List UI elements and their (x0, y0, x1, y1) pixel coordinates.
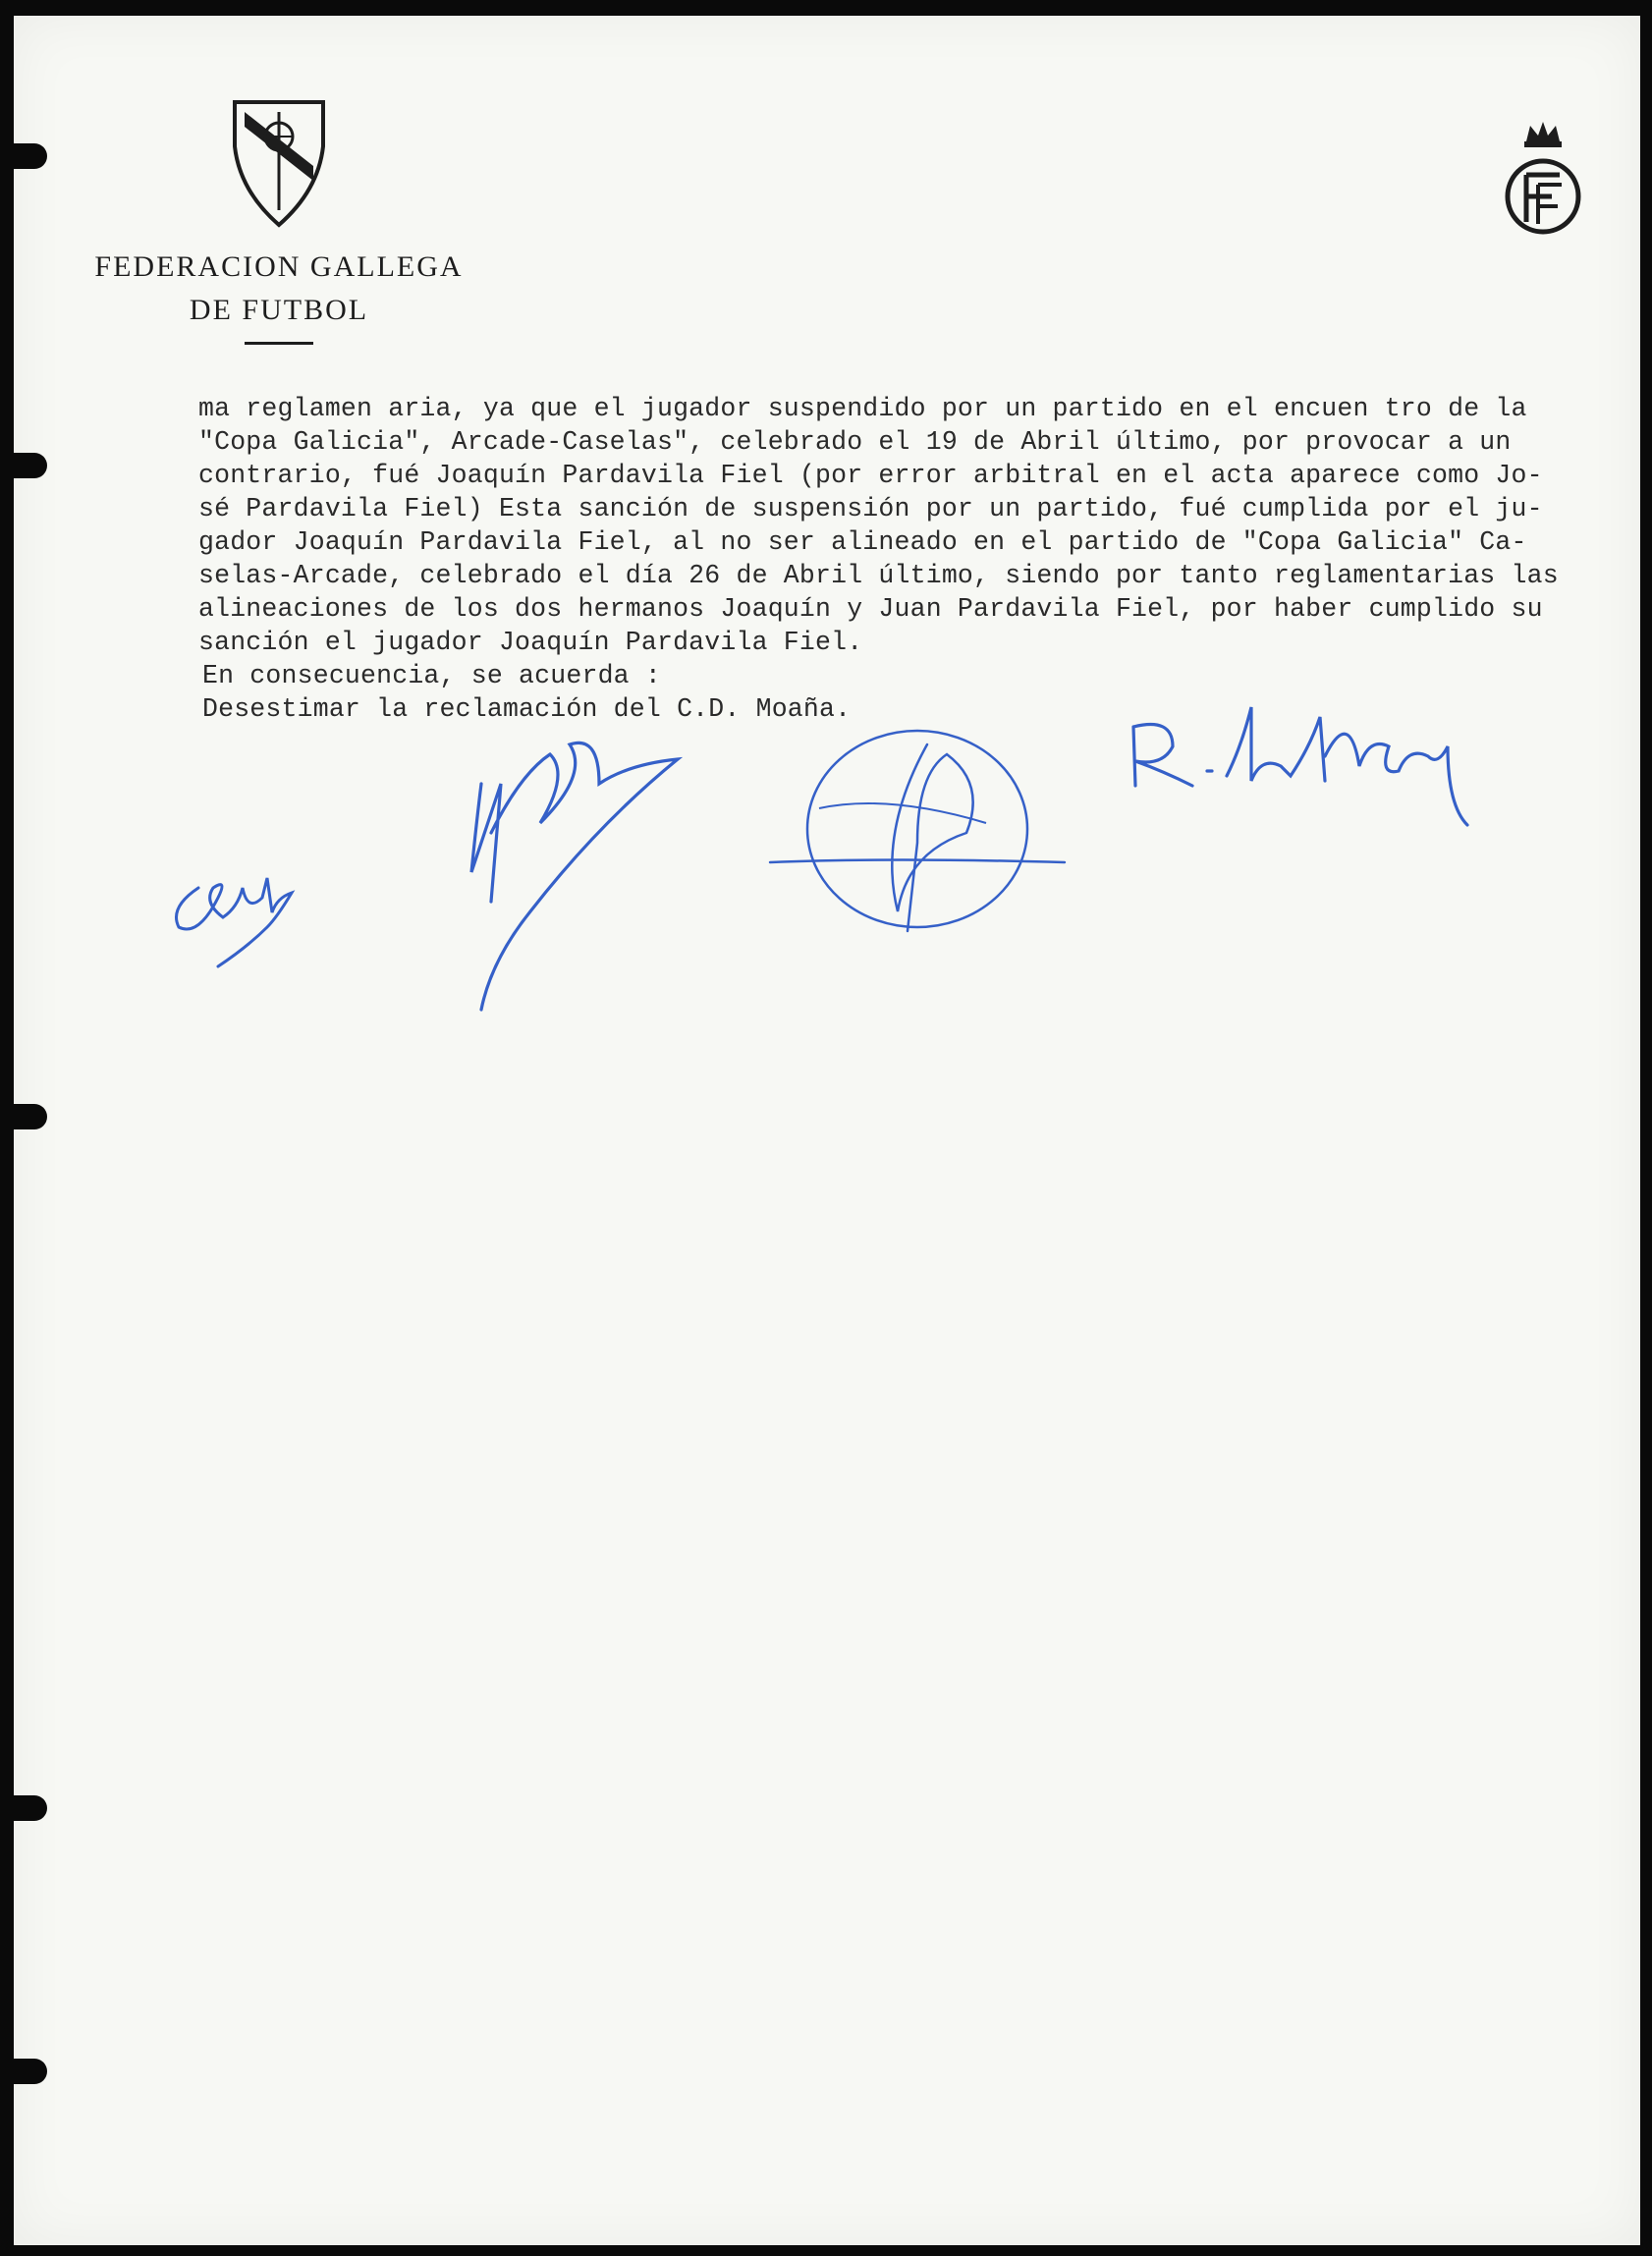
body-line: contrario, fué Joaquín Pardavila Fiel (por error arbitral en el acta aparece como Jo- (198, 461, 1543, 490)
binder-hole (14, 2059, 47, 2084)
body-line: gador Joaquín Pardavila Fiel, al no ser alineado en el partido de "Copa Galicia" Ca- (198, 527, 1527, 557)
binder-hole (14, 1104, 47, 1129)
document-page (14, 16, 1640, 2245)
binder-hole (14, 143, 47, 169)
decision-text (198, 392, 1613, 726)
binder-hole (14, 1795, 47, 1821)
body-line: ma reglamen aria, ya que el jugador suspendido por un partido en el encuen tro de la (198, 394, 1527, 423)
body-line: selas-Arcade, celebrado el día 26 de Abril último, siendo por tanto reglamentarias las (198, 561, 1559, 590)
resolution: Desestimar la reclamación del C.D. Moaña. (202, 694, 852, 724)
resolution-intro: En consecuencia, se acuerda : (202, 661, 661, 690)
federation-name-line1: FEDERACION GALLEGA (94, 250, 464, 283)
body-line: alineaciones de los dos hermanos Joaquín y Juan Pardavila Fiel, por haber cumplido su (198, 594, 1543, 624)
federacion-gallega-emblem-icon (220, 92, 338, 230)
signature-3-circle (741, 715, 1074, 951)
signature-4 (1114, 688, 1487, 845)
signature-1 (159, 819, 316, 976)
body-line: sanción el jugador Joaquín Pardavila Fiel. (198, 628, 863, 657)
signature-2 (442, 715, 737, 1019)
letterhead (73, 92, 485, 345)
binder-hole (14, 453, 47, 478)
rfef-crown-emblem-icon (1497, 116, 1589, 244)
body-line: sé Pardavila Fiel) Esta sanción de suspensión por un partido, fué cumplida por el ju- (198, 494, 1543, 523)
federation-name-line2: DE FUTBOL (189, 294, 369, 326)
letterhead-rule (245, 342, 313, 345)
body-line: "Copa Galicia", Arcade-Caselas", celebrado el 19 de Abril último, por provocar a un (198, 427, 1512, 457)
